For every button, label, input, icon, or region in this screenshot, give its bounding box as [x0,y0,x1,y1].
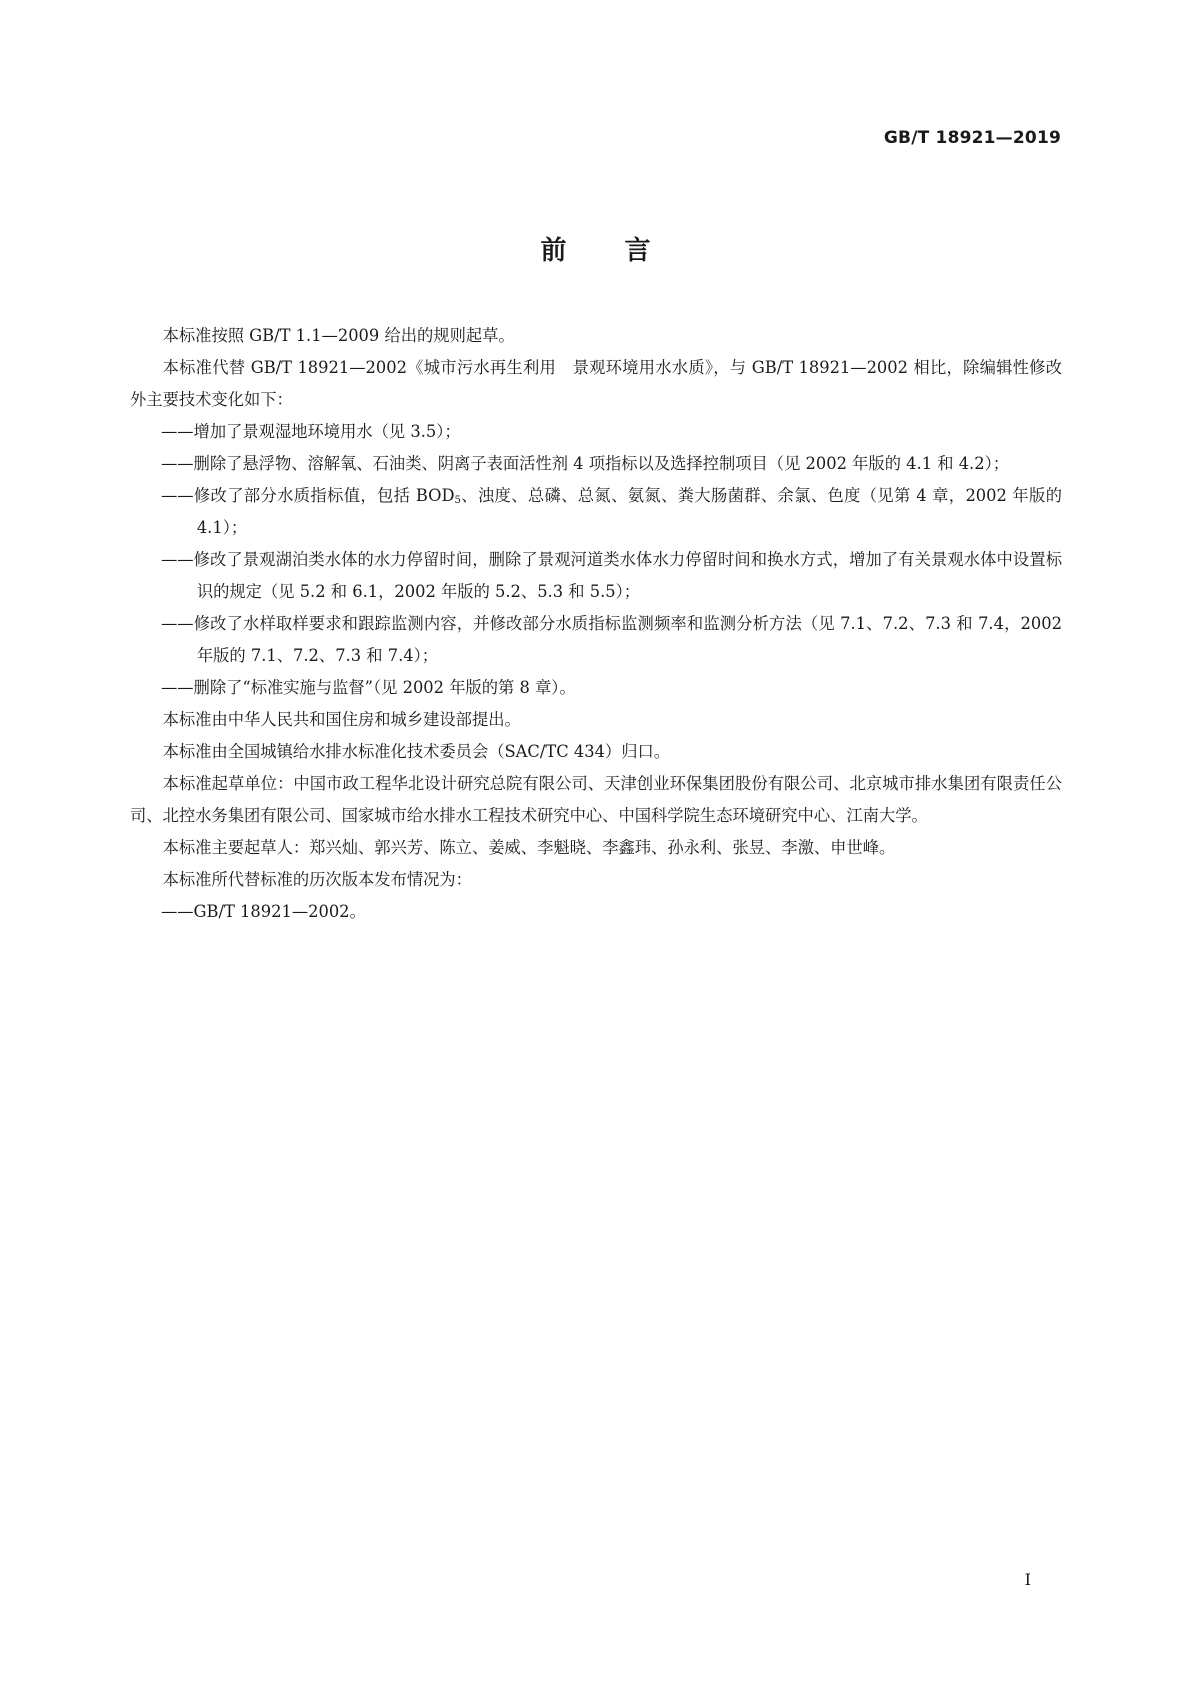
page-number: I [1024,1570,1031,1589]
paragraph-drafting-rules: 本标准按照 GB/T 1.1—2009 给出的规则起草。 [162,326,515,345]
standard-code [884,128,1061,148]
subscript-5: 5 [454,495,461,506]
change-item: ——增加了景观湿地环境用水（见 3.5）； [160,422,461,441]
paragraph-proposer: 本标准由中华人民共和国住房和城乡建设部提出。 [162,710,521,729]
paragraph-history: 本标准所代替标准的历次版本发布情况为： [162,870,472,889]
change-item: ——删除了“标准实施与监督”（见 2002 年版的第 8 章）。 [160,678,576,697]
change-item-text: ——修改了部分水质指标值，包括 BOD [160,486,455,505]
page-title: 前言 [540,236,709,266]
standard-code-text: GB/T 18921—2019 [883,128,1061,148]
history-item: ——GB/T 18921—2002。 [160,902,366,921]
change-item: ——删除了悬浮物、溶解氧、石油类、阴离子表面活性剂 4 项指标以及选择控制项目（见 2002 年版的 4.1 和 4.2）； [160,454,1010,473]
paragraph-drafting-units: 本标准起草单位：中国市政工程华北设计研究总院有限公司、天津创业环保集团股份有限公司、北京城市排水集团有限责任公司、北控水务集团有限公司、国家城市给水排水工程技术研究中心、中国科学院生态环境研究中心、江南大学。 [130,774,1062,825]
change-item [130,480,1062,544]
change-item-text: 、浊度、总磷、总氮、氨氮、粪大肠菌群、余氯、色度（见第 4 章，2002 年版的 4.1）； [196,486,1062,537]
paragraph-committee: 本标准由全国城镇给水排水标准化技术委员会（SAC/TC 434）归口。 [162,742,671,761]
foreword-body [130,320,1062,928]
change-item: ——修改了景观湖泊类水体的水力停留时间，删除了景观河道类水体水力停留时间和换水方式，增加了有关景观水体中设置标识的规定（见 5.2 和 6.1，2002 年版的 5.2、5.3 和 5.5）； [160,550,1062,601]
paragraph-drafters: 本标准主要起草人：郑兴灿、郭兴芳、陈立、姜威、李魁晓、李鑫玮、孙永利、张昱、李激、申世峰。 [162,838,896,857]
paragraph-replaces: 本标准代替 GB/T 18921—2002《城市污水再生利用 景观环境用水水质》，与 GB/T 18921—2002 相比，除编辑性修改外主要技术变化如下： [130,358,1062,409]
change-item: ——修改了水样取样要求和跟踪监测内容，并修改部分水质指标监测频率和监测分析方法（见 7.1、7.2、7.3 和 7.4，2002 年版的 7.1、7.2、7.3 和 7.4）； [160,614,1062,665]
